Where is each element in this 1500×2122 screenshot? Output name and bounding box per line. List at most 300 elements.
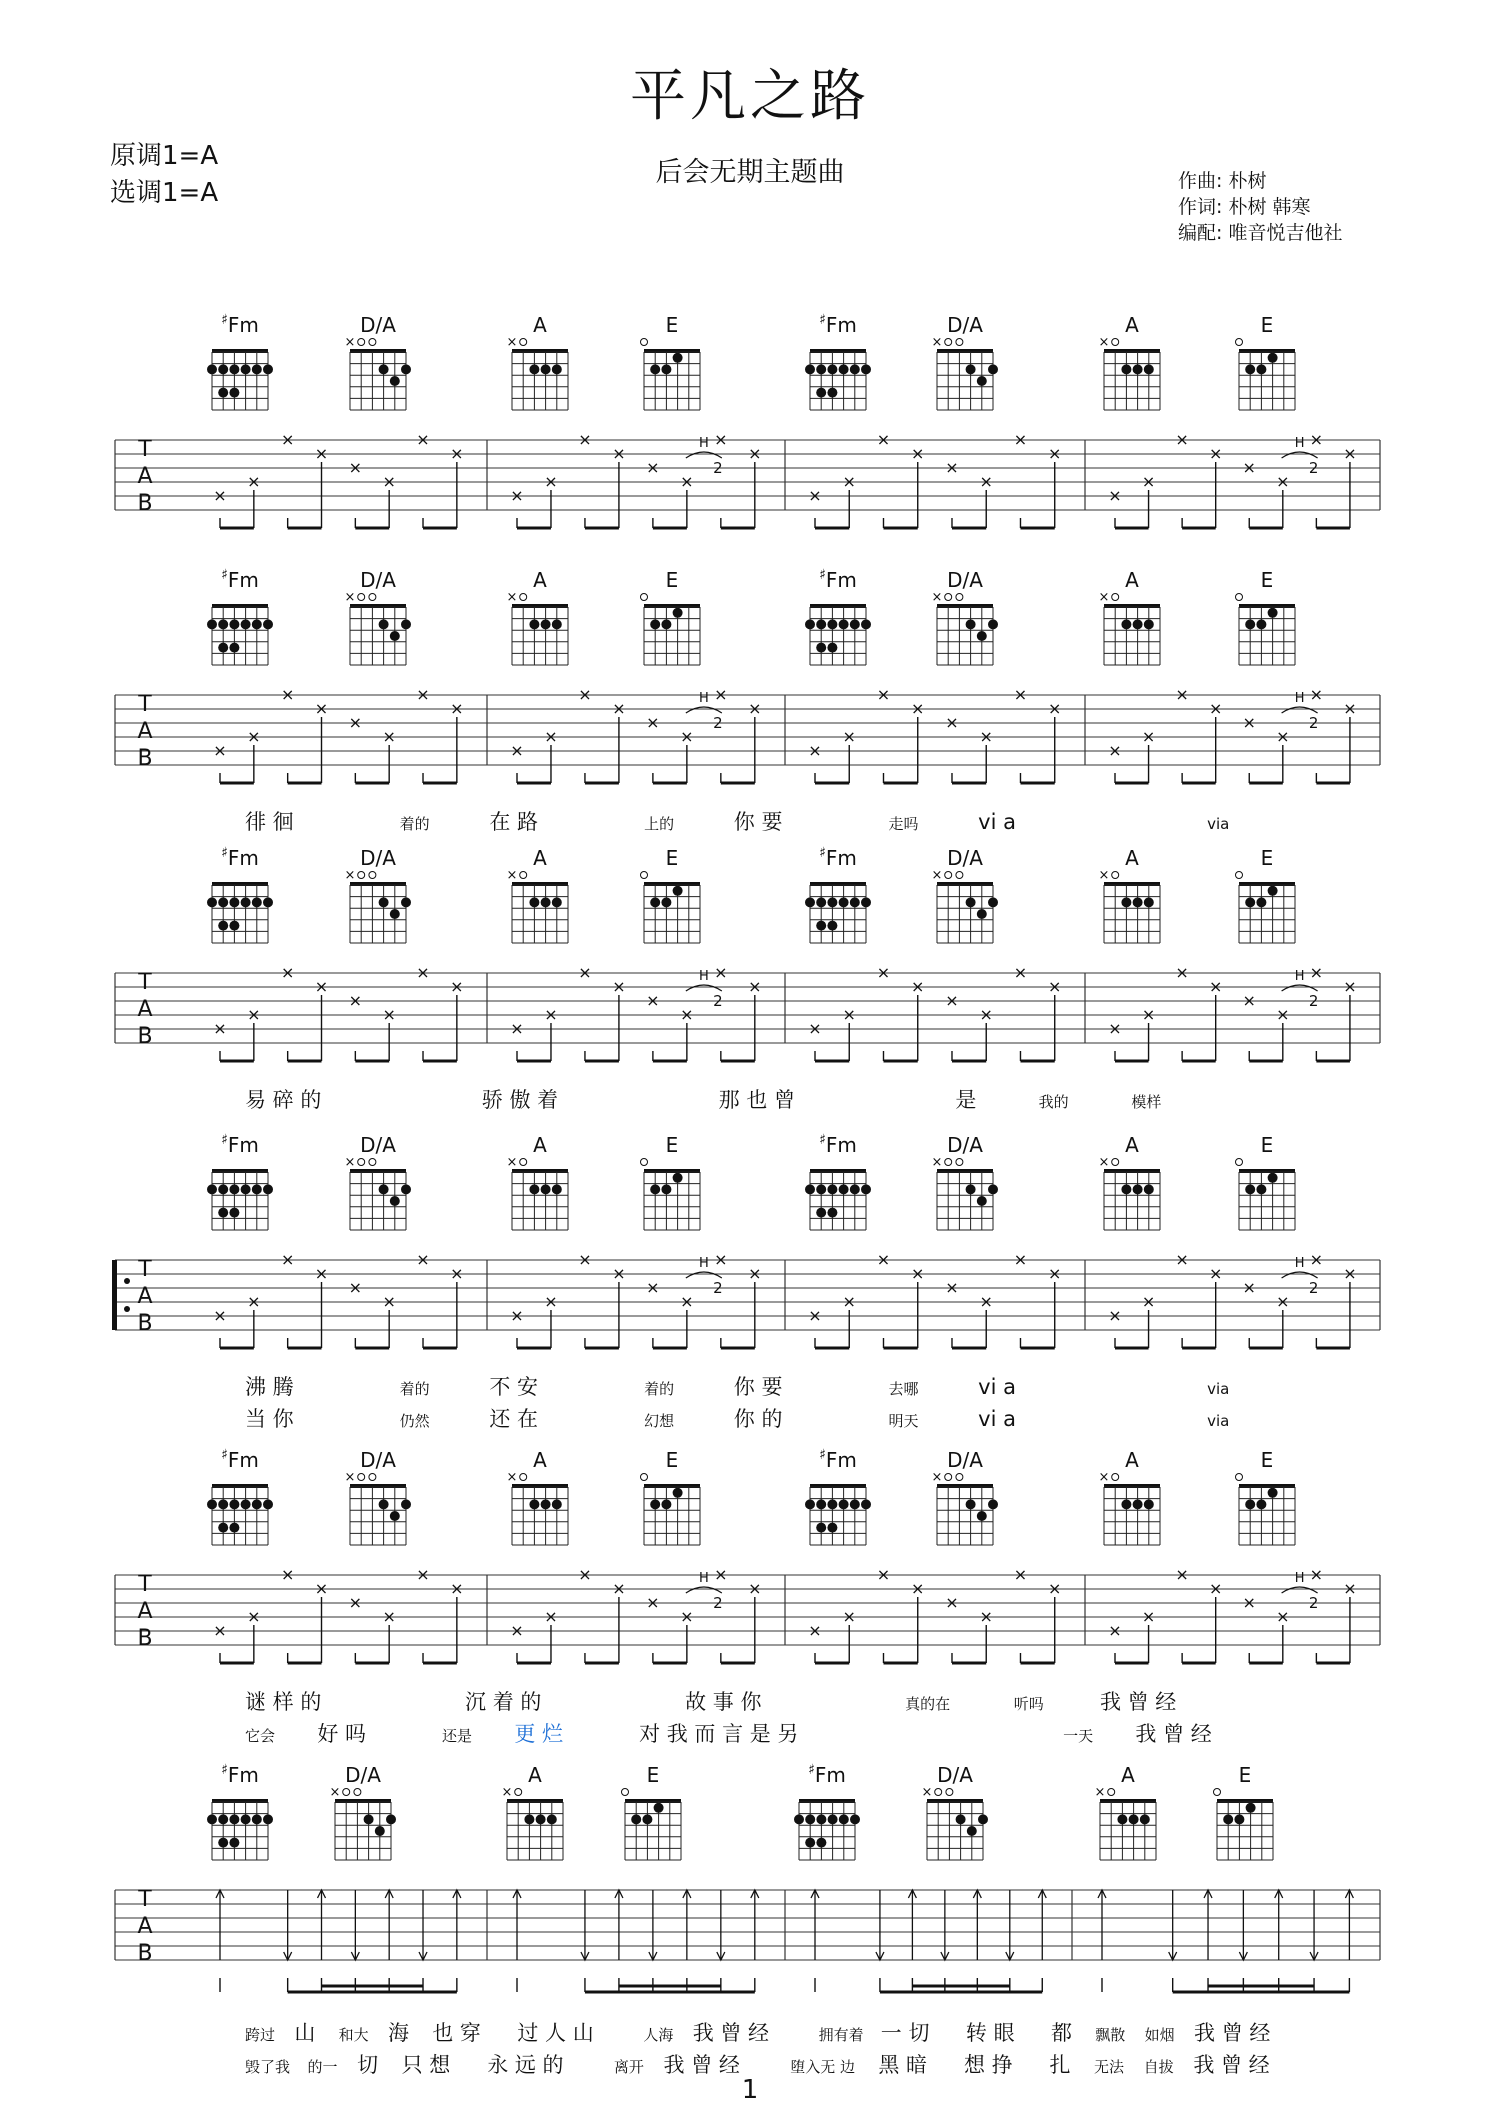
tab-note: ×	[247, 727, 261, 746]
tab-note: ×	[247, 1292, 261, 1311]
open-mark	[1236, 339, 1243, 346]
tab-clef-a: A	[137, 1599, 153, 1624]
chord-dot	[379, 897, 389, 907]
open-mark	[641, 1474, 648, 1481]
chord-dot	[827, 1499, 837, 1509]
tab-note: ×	[1309, 685, 1324, 704]
tab-note: ×	[808, 1019, 822, 1038]
repeat-dot	[124, 1278, 130, 1284]
chord-dot	[654, 1803, 664, 1813]
tab-note: ×	[911, 1264, 925, 1283]
lyric-text: 还是	[442, 1727, 473, 1745]
lyric-text: via	[1207, 815, 1230, 833]
chord-name: D/A	[947, 1448, 983, 1472]
open-mark	[622, 1789, 629, 1796]
chord-dot	[229, 1208, 239, 1218]
mute-mark: ×	[931, 868, 943, 883]
tab-note: ×	[1208, 977, 1223, 996]
chord-dot	[977, 909, 987, 919]
chord-diagram	[1236, 1448, 1296, 1545]
open-mark	[369, 1159, 376, 1166]
chord-dot	[1256, 1499, 1266, 1509]
chord-dot	[839, 364, 849, 374]
tab-clef-t: T	[138, 1887, 152, 1912]
chord-dot	[229, 1523, 239, 1533]
chord-dot	[816, 1499, 826, 1509]
hammer-label: H	[1294, 436, 1305, 451]
chord-dot	[805, 1838, 815, 1848]
tab-note: ×	[876, 685, 891, 704]
chord-dot	[379, 364, 389, 374]
open-mark	[520, 1159, 527, 1166]
chord-diagram	[805, 567, 871, 665]
lyric-text: 明天	[888, 1412, 919, 1430]
chord-name: ♯Fm	[221, 1447, 259, 1472]
hammer-arc	[686, 1272, 722, 1278]
chord-dot	[805, 897, 815, 907]
chord-dot	[1268, 886, 1278, 896]
tab-note: ×	[1343, 1579, 1357, 1598]
lyric-text: 黑 暗	[878, 2053, 928, 2077]
chord-dot	[1245, 364, 1255, 374]
hammer-label: H	[1294, 1256, 1305, 1271]
chord-dot	[207, 1814, 217, 1824]
chord-dot	[861, 364, 871, 374]
mute-mark: ×	[1098, 868, 1110, 883]
chord-dot	[529, 1499, 539, 1509]
open-mark	[1112, 872, 1119, 879]
chord-dot	[861, 1184, 871, 1194]
tab-note: ×	[348, 991, 363, 1010]
tab-clef-t: T	[138, 1257, 152, 1282]
chord-dot	[1133, 1184, 1143, 1194]
open-mark	[358, 594, 365, 601]
chord-dot	[529, 364, 539, 374]
tab-note: ×	[578, 1565, 592, 1584]
chord-dot	[642, 1814, 652, 1824]
chord-dot	[816, 1208, 826, 1218]
tab-note: ×	[213, 1019, 227, 1038]
lyric-text: 过 人 山	[517, 2021, 594, 2045]
chord-dot	[839, 1499, 849, 1509]
hammer-arc	[1282, 1272, 1318, 1278]
chord-dot	[1223, 1814, 1233, 1824]
chord-dot	[816, 1184, 826, 1194]
chord-dot	[229, 619, 239, 629]
chord-dot	[379, 1184, 389, 1194]
tab-note: ×	[1175, 963, 1189, 982]
tab-note: ×	[544, 727, 558, 746]
tab-note: ×	[247, 1005, 261, 1024]
lyric-text: 我 曾 经	[1099, 1690, 1177, 1714]
chord-dot	[218, 1523, 228, 1533]
chord-dot	[1245, 1499, 1255, 1509]
tab-note: ×	[416, 1565, 430, 1584]
chord-diagram	[345, 313, 411, 410]
lyric-text: vi a	[978, 810, 1016, 834]
tab-note: ×	[1108, 1019, 1122, 1038]
chord-dot	[252, 619, 262, 629]
tab-note: ×	[876, 1250, 891, 1269]
tab-note: ×	[1276, 1005, 1290, 1024]
chord-dot	[967, 1826, 977, 1836]
chord-name: A	[1125, 1448, 1139, 1472]
chord-name: D/A	[947, 846, 983, 870]
chord-dot	[850, 364, 860, 374]
open-mark	[369, 872, 376, 879]
mute-mark: ×	[931, 1470, 943, 1485]
chord-dot	[673, 1488, 683, 1498]
tab-note: ×	[714, 430, 728, 449]
open-mark	[945, 872, 952, 879]
chord-diagram	[507, 1133, 568, 1230]
chord-dot	[816, 364, 826, 374]
tab-note: ×	[1013, 1250, 1028, 1269]
chord-dot	[1256, 897, 1266, 907]
open-mark	[1214, 1789, 1221, 1796]
chord-dot	[1133, 1499, 1143, 1509]
mute-mark: ×	[1098, 1155, 1110, 1170]
tab-note: ×	[748, 444, 762, 463]
chord-dot	[390, 909, 400, 919]
tab-note: ×	[213, 741, 227, 760]
chord-diagram	[345, 1448, 411, 1545]
chord-dot	[1121, 619, 1131, 629]
open-mark	[945, 1159, 952, 1166]
tab-note: ×	[680, 1607, 694, 1626]
lyric-text: 的一	[307, 2058, 338, 2076]
chord-name: ♯Fm	[819, 312, 857, 337]
tab-note: ×	[842, 1292, 856, 1311]
tab-system	[112, 1132, 1380, 1431]
tab-system	[115, 1447, 1380, 1746]
chord-name: E	[1260, 1448, 1274, 1472]
lyric-text: 跨过	[245, 2026, 276, 2044]
chord-name: D/A	[360, 313, 396, 337]
tab-note: ×	[1309, 963, 1324, 982]
chord-name: A	[1125, 1133, 1139, 1157]
chord-dot	[988, 1499, 998, 1509]
chord-dot	[988, 364, 998, 374]
chord-dot	[536, 1814, 546, 1824]
repeat-dot	[124, 1306, 130, 1312]
chord-dot	[207, 897, 217, 907]
mute-mark: ×	[931, 335, 943, 350]
hammer-fret: 2	[713, 992, 723, 1010]
chord-diagram	[207, 1762, 273, 1860]
lyric-line	[245, 2021, 1270, 2045]
tab-note: ×	[1175, 685, 1189, 704]
tab-note: ×	[578, 430, 592, 449]
tab-note: ×	[876, 963, 891, 982]
tab-note: ×	[1141, 727, 1156, 746]
chord-diagram	[207, 845, 273, 943]
chord-diagram	[932, 846, 998, 943]
chord-name: A	[533, 846, 547, 870]
chord-dot	[1133, 619, 1143, 629]
lyric-text: via	[1207, 1412, 1230, 1430]
mute-mark: ×	[344, 590, 356, 605]
lyric-text: 拥有着	[818, 2026, 864, 2044]
lyric-text: 切	[357, 2053, 379, 2077]
chord-diagram	[1099, 1448, 1160, 1545]
chord-dot	[379, 1499, 389, 1509]
tab-note: ×	[416, 963, 430, 982]
tab-note: ×	[911, 977, 925, 996]
chord-dot	[229, 1838, 239, 1848]
lyric-text: 如烟	[1144, 2026, 1175, 2044]
lyric-text: 想 挣	[963, 2053, 1013, 2077]
chord-dot	[364, 1814, 374, 1824]
chord-name: D/A	[947, 1133, 983, 1157]
chord-dot	[661, 897, 671, 907]
chord-dot	[252, 1499, 262, 1509]
chord-diagram	[1214, 1763, 1274, 1860]
hammer-arc	[686, 452, 722, 458]
chord-dot	[241, 1184, 251, 1194]
open-mark	[935, 1789, 942, 1796]
tab-note: ×	[280, 685, 295, 704]
chord-dot	[541, 619, 551, 629]
tab-note: ×	[1048, 1264, 1062, 1283]
tab-note: ×	[1343, 977, 1357, 996]
chord-dot	[839, 897, 849, 907]
lyric-text: 离开	[613, 2058, 644, 2076]
chord-dot	[1121, 1184, 1131, 1194]
tab-note: ×	[1013, 1565, 1028, 1584]
tab-note: ×	[1242, 458, 1256, 477]
tab-note: ×	[416, 430, 430, 449]
tab-note: ×	[680, 1292, 694, 1311]
chord-name: ♯Fm	[819, 567, 857, 592]
open-mark	[945, 1474, 952, 1481]
chord-dot	[1144, 619, 1154, 629]
chord-dot	[966, 897, 976, 907]
chord-dot	[673, 1173, 683, 1183]
chord-dot	[839, 1814, 849, 1824]
chord-dot	[552, 897, 562, 907]
tab-note: ×	[280, 1565, 295, 1584]
tab-system	[115, 845, 1380, 1112]
tab-note: ×	[714, 963, 728, 982]
lyric-text: 海	[387, 2021, 409, 2045]
chord-dot	[1133, 897, 1143, 907]
chord-name: E	[665, 568, 679, 592]
arranger-credit: 编配: 唯音悦吉他社	[1178, 222, 1343, 244]
lyric-line	[245, 1375, 1229, 1399]
lyric-text: 沉 着 的	[465, 1690, 542, 1714]
mute-mark: ×	[344, 1155, 356, 1170]
chord-diagram	[1099, 846, 1160, 943]
tab-note: ×	[510, 1019, 524, 1038]
lyric-text: 飘散	[1095, 2026, 1126, 2044]
chord-dot	[850, 619, 860, 629]
mute-mark: ×	[1094, 1785, 1106, 1800]
mute-mark: ×	[1098, 590, 1110, 605]
tab-note: ×	[1208, 444, 1223, 463]
chord-dot	[816, 619, 826, 629]
chord-dot	[966, 619, 976, 629]
open-mark	[358, 872, 365, 879]
chord-diagram	[345, 568, 411, 665]
chord-name: ♯Fm	[221, 312, 259, 337]
chord-dot	[827, 364, 837, 374]
tab-note: ×	[945, 458, 959, 477]
page-number: 1	[741, 2075, 759, 2105]
open-mark	[520, 1474, 527, 1481]
tab-note: ×	[808, 1621, 822, 1640]
chord-diagram	[1099, 568, 1160, 665]
open-mark	[1112, 594, 1119, 601]
tab-note: ×	[1208, 1579, 1223, 1598]
tab-note: ×	[450, 977, 464, 996]
chord-dot	[207, 1184, 217, 1194]
tab-note: ×	[544, 1005, 558, 1024]
chord-dot	[850, 1814, 860, 1824]
tab-note: ×	[450, 699, 464, 718]
chord-name: ♯Fm	[221, 1132, 259, 1157]
lyric-text: 山	[294, 2021, 316, 2045]
chord-dot	[229, 1814, 239, 1824]
chord-diagram	[507, 568, 568, 665]
chord-diagram	[932, 313, 998, 410]
tab-note: ×	[1242, 713, 1256, 732]
chord-dot	[386, 1814, 396, 1824]
tab-note: ×	[1276, 1292, 1290, 1311]
chord-dot	[1144, 897, 1154, 907]
tab-clef-a: A	[137, 1284, 153, 1309]
chord-diagram	[641, 846, 701, 943]
hammer-fret: 2	[1308, 714, 1319, 732]
tab-clef-t: T	[138, 970, 152, 995]
chord-dot	[650, 1184, 660, 1194]
chord-name: ♯Fm	[221, 1762, 259, 1787]
tab-note: ×	[1108, 1306, 1122, 1325]
tab-note: ×	[945, 1278, 959, 1297]
chord-dot	[1245, 1184, 1255, 1194]
lyric-text: 那 也 曾	[718, 1088, 795, 1112]
lyric-text: 自拔	[1143, 2058, 1174, 2076]
tab-note: ×	[1013, 685, 1028, 704]
lyric-text: 走吗	[888, 815, 919, 833]
chord-dot	[241, 1499, 251, 1509]
mute-mark: ×	[501, 1785, 513, 1800]
lyric-line	[245, 2053, 1270, 2077]
mute-mark: ×	[344, 1470, 356, 1485]
hammer-fret: 2	[713, 1279, 723, 1297]
chord-dot	[839, 1184, 849, 1194]
mute-mark: ×	[931, 590, 943, 605]
chord-dot	[229, 388, 239, 398]
open-mark	[515, 1789, 522, 1796]
chord-dot	[263, 897, 273, 907]
tab-note: ×	[748, 977, 762, 996]
chord-name: E	[665, 1448, 679, 1472]
tab-note: ×	[646, 458, 660, 477]
lyric-text: 人海	[643, 2026, 674, 2044]
lyric-text: 徘 徊	[245, 810, 294, 834]
chord-dot	[241, 364, 251, 374]
tab-note: ×	[416, 1250, 430, 1269]
open-mark	[358, 1474, 365, 1481]
chord-dot	[1133, 364, 1143, 374]
chord-diagram	[1236, 846, 1296, 943]
chord-dot	[816, 1523, 826, 1533]
tab-note: ×	[578, 685, 592, 704]
song-subtitle: 后会无期主题曲	[655, 157, 845, 188]
open-mark	[1236, 594, 1243, 601]
chord-name: E	[1260, 1133, 1274, 1157]
open-mark	[945, 594, 952, 601]
chord-dot	[673, 608, 683, 618]
chord-dot	[252, 1814, 262, 1824]
tab-note: ×	[842, 727, 856, 746]
open-mark	[369, 594, 376, 601]
chord-diagram	[1236, 313, 1296, 410]
tab-note: ×	[247, 472, 261, 491]
lyric-text: 沸 腾	[245, 1375, 294, 1399]
chord-dot	[229, 643, 239, 653]
selected-key: 选调1=A	[110, 178, 219, 208]
open-mark	[520, 339, 527, 346]
chord-dot	[401, 364, 411, 374]
lyric-text: 骄 傲 着	[481, 1088, 559, 1112]
hammer-fret: 2	[713, 459, 723, 477]
tab-note: ×	[842, 1607, 856, 1626]
chord-dot	[263, 1499, 273, 1509]
chord-diagram	[507, 846, 568, 943]
chord-diagram	[805, 845, 871, 943]
tab-note: ×	[842, 472, 856, 491]
chord-dot	[263, 1184, 273, 1194]
chord-name: ♯Fm	[221, 845, 259, 870]
lyric-text: 好 吗	[317, 1722, 367, 1746]
chord-diagram	[641, 568, 701, 665]
chord-dot	[1268, 353, 1278, 363]
chord-diagram	[794, 1762, 860, 1860]
tab-note: ×	[1208, 1264, 1223, 1283]
chord-dot	[541, 897, 551, 907]
lyric-text: 我 曾 经	[1135, 1722, 1212, 1746]
chord-diagram	[932, 568, 998, 665]
open-mark	[354, 1789, 361, 1796]
hammer-fret: 2	[1308, 992, 1319, 1010]
tab-note: ×	[1276, 727, 1290, 746]
chord-name: E	[646, 1763, 660, 1787]
lyric-text: 转 眼	[965, 2021, 1015, 2045]
chord-dot	[816, 921, 826, 931]
lyric-text: 你 要	[733, 810, 783, 834]
hammer-label: H	[698, 1256, 709, 1271]
chord-dot	[1256, 619, 1266, 629]
chord-dot	[827, 388, 837, 398]
chord-dot	[827, 1184, 837, 1194]
tab-note: ×	[416, 685, 430, 704]
tab-note: ×	[1276, 1607, 1290, 1626]
chord-dot	[218, 1499, 228, 1509]
tab-note: ×	[808, 486, 822, 505]
tab-note: ×	[1048, 444, 1062, 463]
lyric-text: 易 碎 的	[245, 1088, 322, 1112]
open-mark	[1236, 1159, 1243, 1166]
open-mark	[946, 1789, 953, 1796]
chord-dot	[1268, 1173, 1278, 1183]
chord-dot	[207, 1499, 217, 1509]
chord-dot	[978, 1814, 988, 1824]
tab-system	[115, 567, 1380, 834]
tab-note: ×	[612, 1579, 626, 1598]
tab-clef-b: B	[137, 1024, 153, 1049]
